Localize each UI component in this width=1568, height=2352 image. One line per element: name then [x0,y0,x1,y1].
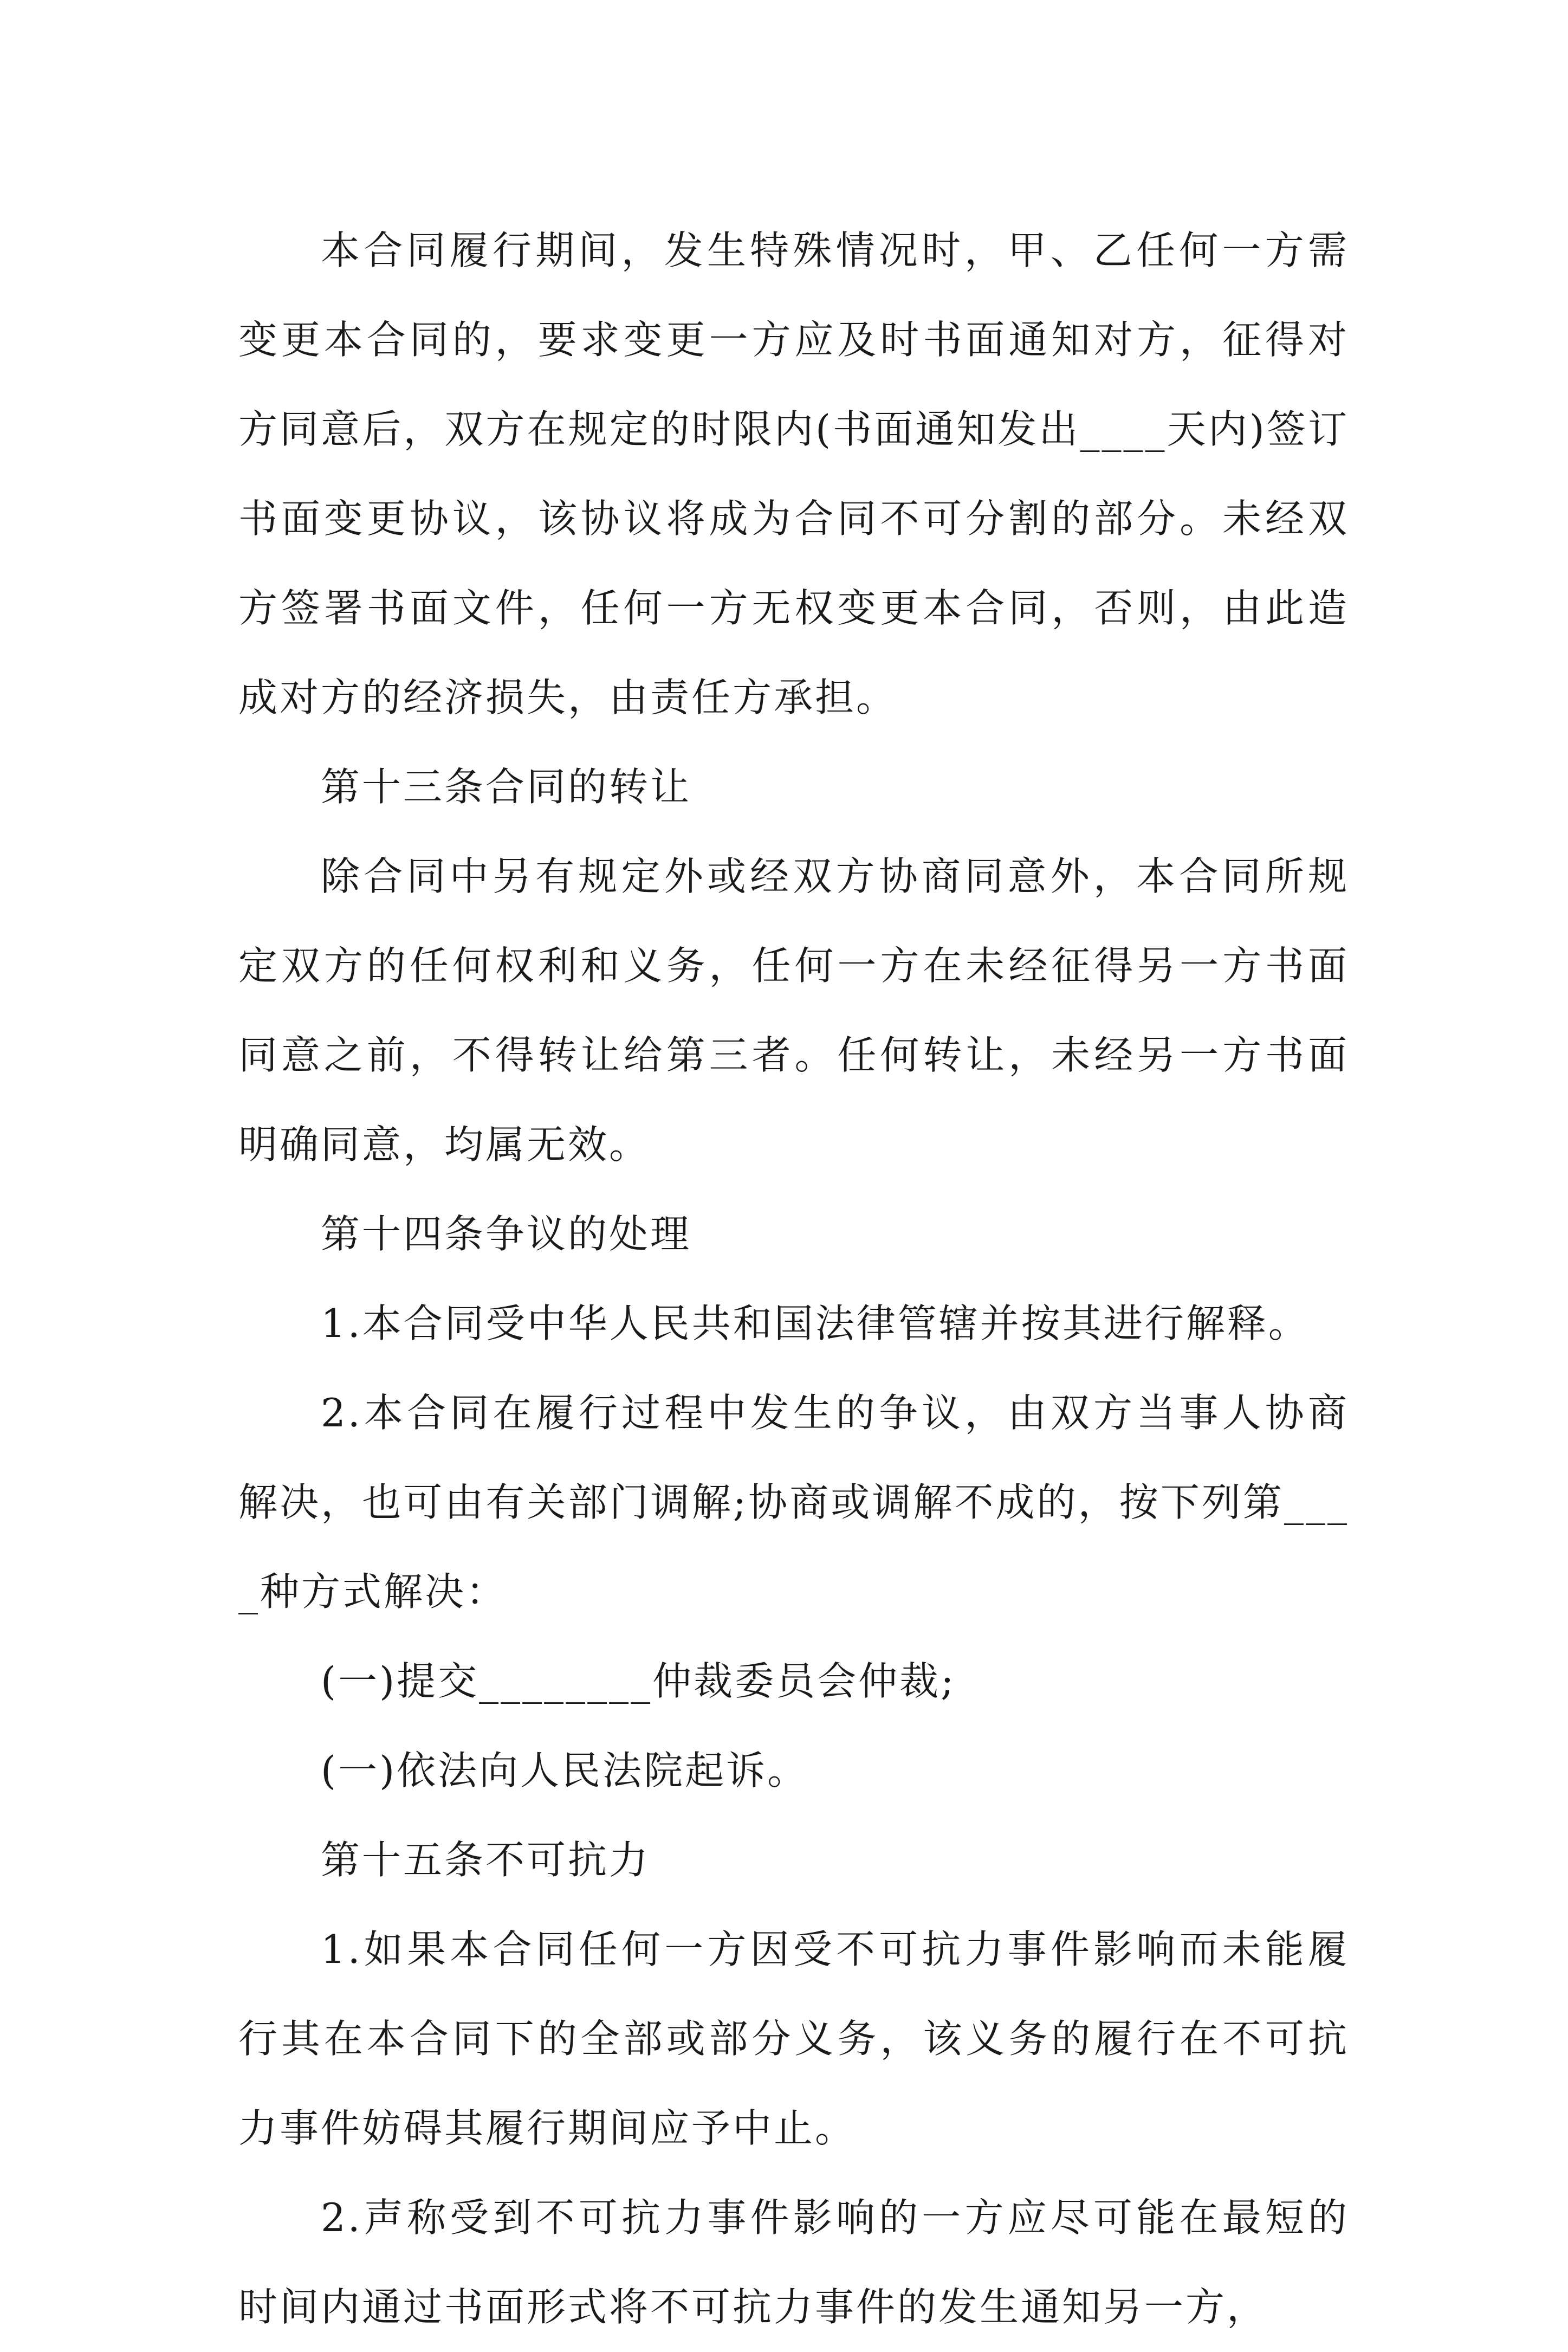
paragraph-arbitration-option: (一)提交________仲裁委员会仲裁; [321,1658,956,1704]
heading-article-15: 第十五条不可抗力 [321,1837,651,1883]
paragraph-litigation-option: (一)依法向人民法院起诉。 [321,1748,809,1793]
document-body [238,206,1349,2352]
paragraph-force-majeure-2: 2.声称受到不可抗力事件影响的一方应尽可能在最短的时间内通过书面形式将不可抗力事件的发生通知另一方， [238,2195,1349,2330]
paragraph-assignment: 除合同中另有规定外或经双方协商同意外，本合同所规定双方的任何权利和义务，任何一方在未经征得另一方书面同意之前，不得转让给第三者。任何转让，未经另一方书面明确同意，均属无效。 [238,854,1349,1167]
heading-article-13: 第十三条合同的转让 [321,764,692,810]
paragraph-governing-law: 1.本合同受中华人民共和国法律管辖并按其进行解释。 [321,1301,1310,1346]
paragraph-force-majeure-1: 1.如果本合同任何一方因受不可抗力事件影响而未能履行其在本合同下的全部或部分义务，该义务的履行在不可抗力事件妨碍其履行期间应予中止。 [238,1927,1349,2151]
paragraph-contract-change: 本合同履行期间，发生特殊情况时，甲、乙任何一方需变更本合同的，要求变更一方应及时书面通知对方，征得对方同意后，双方在规定的时限内(书面通知发出____天内)签订书面变更协议，该协议将成为合同不可分割的部分。未经双方签署书面文件，任何一方无权变更本合同，否则，由此造成对方的经济损失，由责任方承担。 [238,228,1349,720]
paragraph-dispute-resolution: 2.本合同在履行过程中发生的争议，由双方当事人协商解决，也可由有关部门调解;协商或调解不成的，按下列第____种方式解决： [238,1390,1349,1614]
heading-article-14: 第十四条争议的处理 [321,1211,692,1257]
